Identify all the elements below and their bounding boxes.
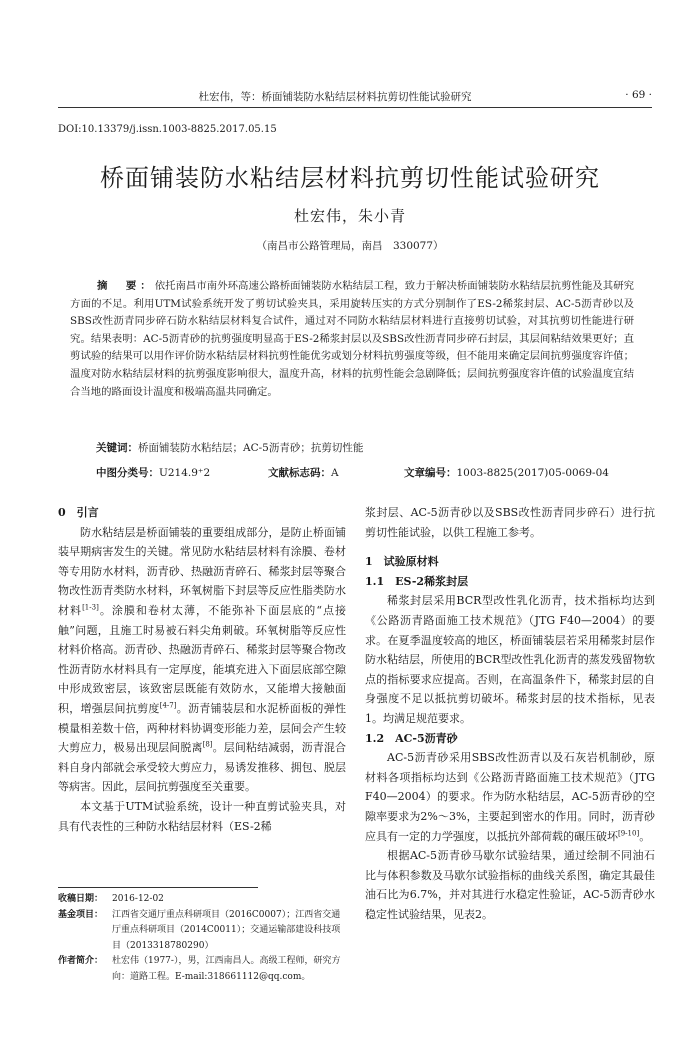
fund-label: 基金项目： bbox=[58, 909, 104, 920]
section-1-1-paragraph: 稀浆封层采用BCR型改性乳化沥青，技术指标均达到《公路沥青路面施工技术规范》（JTG F40—2004）的要求。在夏季温度较高的地区，桥面铺装层若采用稀浆封层作防水粘结层，所使用的BCR型改性乳化沥青的蒸发残留物软点的指标要求应提高。否则，在高温条件下，稀浆封层的自身强度不足以抵抗剪切破坏。稀浆封层的技术指标，见表1。均满足规范要求。 bbox=[365, 594, 655, 725]
citation-9-10: [9-10] bbox=[618, 828, 640, 837]
section-1-2-paragraph-1 bbox=[365, 748, 655, 846]
right-column bbox=[365, 503, 655, 924]
intro-paragraph-1 bbox=[58, 523, 346, 797]
footnote-author bbox=[58, 954, 346, 985]
section-1-heading: 1 试验原材料 bbox=[365, 555, 439, 569]
footnotes bbox=[58, 892, 346, 985]
doc-label: 文献标志码： bbox=[268, 467, 331, 479]
doi: DOI:10.13379/j.issn.1003-8825.2017.05.15 bbox=[58, 124, 277, 135]
document-code bbox=[268, 465, 339, 480]
citation-8: [8] bbox=[202, 740, 213, 749]
keywords-text: 桥面铺装防水粘结层；AC-5沥青砂；抗剪切性能 bbox=[138, 442, 364, 454]
intro-heading: 0 引言 bbox=[58, 506, 99, 519]
header-rule bbox=[58, 107, 652, 108]
intro-text-a: 防水粘结层是桥面铺装的重要组成部分，是防止桥面铺装早期病害发生的关键。常见防水粘结层材料有涂膜、卷材等专用防水材料，沥青砂、热融沥青碎石、稀浆封层等聚合物改性沥青类防水材料，环氧树脂下封层等反应性脂类防水材料 bbox=[58, 525, 346, 617]
abstract-text: 依托南昌市南外环高速公路桥面铺装防水粘结层工程，致力于解决桥面铺装防水粘结层抗剪性能及其研究方面的不足。利用UTM试验系统开发了剪切试验夹具，采用旋转压实的方式分别制作了ES-2稀浆封层、AC-5沥青砂以及SBS改性沥青同步碎石防水粘结层材料复合试件，通过对不同防水粘结层材料进行直接剪切试验，对其抗剪切性能进行研究。结果表明：AC-5沥青砂的抗剪强度明显高于ES-2稀浆封层以及SBS改性沥青同步碎石封层，其层间粘结效果更好；直剪试验的结果可以用作评价防水粘结层材料抗剪性能优劣或划分材料抗剪强度等级，但不能用来确定层间抗剪强度容许值；温度对防水粘结层材料的抗剪强度影响很大，温度升高，材料的抗剪性能会急剧降低；层间抗剪强度容许值的试验温度宜结合当地的路面设计温度和极端高温共同确定。 bbox=[70, 280, 635, 398]
sec12-text: AC-5沥青砂采用SBS改性沥青以及石灰岩机制砂，原材料各项指标均达到《公路沥青路面施工技术规范》（JTG F40—2004）的要求。作为防水粘结层，AC-5沥青砂的空隙率要求为2%～3%，主要起到密水的作用。同时，沥青砂应具有一定的力学强度，以抵抗外部荷载的碾压破坏 bbox=[365, 751, 655, 843]
running-header bbox=[58, 89, 652, 105]
paper-title: 桥面铺装防水粘结层材料抗剪切性能试验研究 bbox=[100, 164, 600, 192]
fund-text: 江西省交通厅重点科研项目（2016C0007）；江西省交通厅重点科研项目（2014C0011）；交通运输部建设科技项目（2013318780290） bbox=[112, 909, 341, 951]
article-label: 文章编号： bbox=[404, 467, 457, 479]
citation-4-7: [4-7] bbox=[159, 701, 177, 710]
intro-text-c: 。沥青铺装层和水泥桥面板的弹性模量相差数十倍，两种材料协调变形能力差，层间会产生较大剪应力，极易出现层间脱离 bbox=[58, 701, 347, 755]
intro-text-d: 。层间粘结减弱，沥青混合料自身内部就会承受较大剪应力，易诱发推移、拥包、脱层等病害。因此，层间抗剪强度至关重要。 bbox=[58, 741, 347, 794]
section-1-1-heading: 1.1 ES-2稀浆封层 bbox=[365, 574, 469, 588]
received-label: 收稿日期： bbox=[58, 894, 104, 904]
article-number bbox=[404, 465, 609, 480]
intro-paragraph-2: 本文基于UTM试验系统，设计一种直剪试验夹具，对具有代表性的三种防水粘结层材料（ES-2稀 bbox=[58, 799, 346, 833]
intro-text-b: 。涂膜和卷材太薄，不能弥补下面层底的“点接触”问题，且施工时易被石料尖角刺破。环氧树脂等反应性材料价格高。沥青砂、热融沥青碎石、稀浆封层等聚合物改性沥青防水材料具有一定厚度，能填充进入下面层底部空隙中形成致密层，该致密层既能有效防水，又能增大接触面积，增强层间抗剪度 bbox=[58, 603, 347, 715]
sec12-text-end: 。 bbox=[639, 829, 651, 843]
running-title: 杜宏伟，等：桥面铺装防水粘结层材料抗剪切性能试验研究 bbox=[198, 91, 472, 103]
intro-paragraph-2-continued: 浆封层、AC-5沥青砂以及SBS改性沥青同步碎石）进行抗剪切性能试验，以供工程施工参考。 bbox=[365, 506, 655, 539]
abstract-label: 摘 要： bbox=[97, 280, 155, 292]
footnote-rule bbox=[58, 887, 258, 888]
keywords bbox=[96, 440, 634, 455]
affiliation: （南昌市公路管理局，南昌 330077） bbox=[256, 240, 444, 252]
page-number: · 69 · bbox=[625, 89, 652, 101]
authors: 杜宏伟，朱小青 bbox=[293, 207, 406, 225]
received-date: 2016-12-02 bbox=[112, 894, 164, 904]
footnote-fund bbox=[58, 908, 346, 955]
left-column bbox=[58, 503, 346, 836]
article-value: 1003-8825(2017)05-0069-04 bbox=[456, 467, 609, 479]
doc-value: A bbox=[331, 467, 339, 479]
citation-1-3: [1-3] bbox=[82, 603, 99, 612]
clc-label: 中图分类号： bbox=[96, 467, 159, 479]
section-1-2-heading: 1.2 AC-5沥青砂 bbox=[365, 731, 458, 745]
footnote-received bbox=[58, 892, 346, 908]
abstract bbox=[70, 278, 634, 401]
clc-value: U214.9⁺2 bbox=[159, 467, 211, 479]
author-bio: 杜宏伟（1977-），男，江西南昌人。高级工程师，研究方向：道路工程。E-mail:318661112@qq.com。 bbox=[112, 956, 341, 982]
author-bio-label: 作者简介： bbox=[58, 956, 104, 966]
section-1-2-paragraph-2: 根据AC-5沥青砂马歇尔试验结果，通过绘制不同油石比与体积参数及马歇尔试验指标的曲线关系图，确定其最佳油石比为6.7%，并对其进行水稳定性验证，AC-5沥青砂水稳定性试验结果，见表2。 bbox=[365, 849, 655, 921]
clc-number bbox=[96, 465, 210, 480]
keywords-label: 关键词： bbox=[96, 442, 138, 454]
